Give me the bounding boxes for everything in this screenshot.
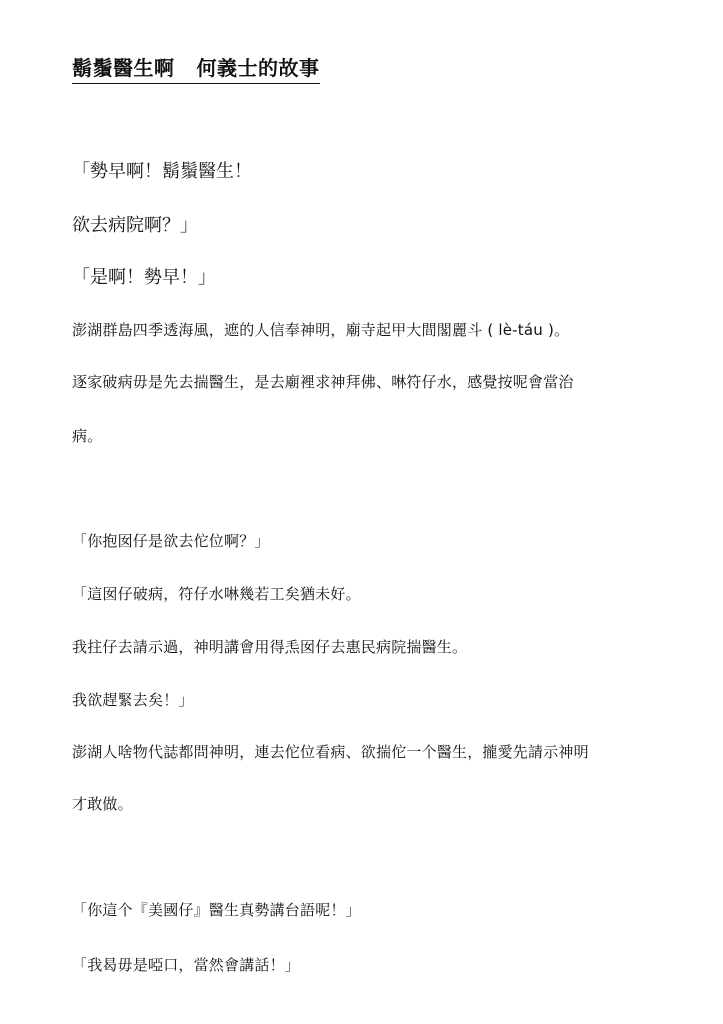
text-line-2: 欲去病院啊？」 — [72, 215, 198, 236]
title-part-1: 鬍鬚醫生啊 — [72, 56, 175, 80]
text-line-8: 「這囡仔破病，符仔水啉幾若工矣猶未好。 — [72, 585, 361, 603]
text-line-9: 我拄仔去請示過，神明講會用得𤆬囡仔去惠民病院揣醫生。 — [72, 638, 468, 656]
text-line-10: 我欲趕緊去矣！」 — [72, 691, 194, 709]
text-line-3: 「是啊！勢早！」 — [72, 267, 216, 288]
text-line-14: 「我曷毋是啞口，當然會講話！」 — [72, 956, 301, 974]
text-line-13: 「你這个『美國仔』醫生真勢講台語呢！」 — [72, 901, 361, 919]
text-line-5: 逐家破病毋是先去揣醫生，是去廟裡求神拜佛、啉符仔水，感覺按呢會當治 — [72, 373, 574, 391]
text-line-11: 澎湖人啥物代誌都問神明，連去佗位看病、欲揣佗一个醫生，攏愛先請示神明 — [72, 743, 589, 761]
text-line-1: 「勢早啊！鬍鬚醫生！ — [72, 161, 252, 182]
text-line-4: 澎湖群島四季透海風，遮的人信奉神明，廟寺起甲大間閣麗斗 ( lè-táu )。 — [72, 321, 570, 339]
text-line-6: 病。 — [72, 427, 103, 445]
story-title — [72, 55, 320, 84]
title-part-2: 何義士的故事 — [196, 56, 320, 80]
text-line-12: 才敢做。 — [72, 795, 133, 813]
text-line-7: 「你抱囡仔是欲去佗位啊？」 — [72, 532, 270, 550]
